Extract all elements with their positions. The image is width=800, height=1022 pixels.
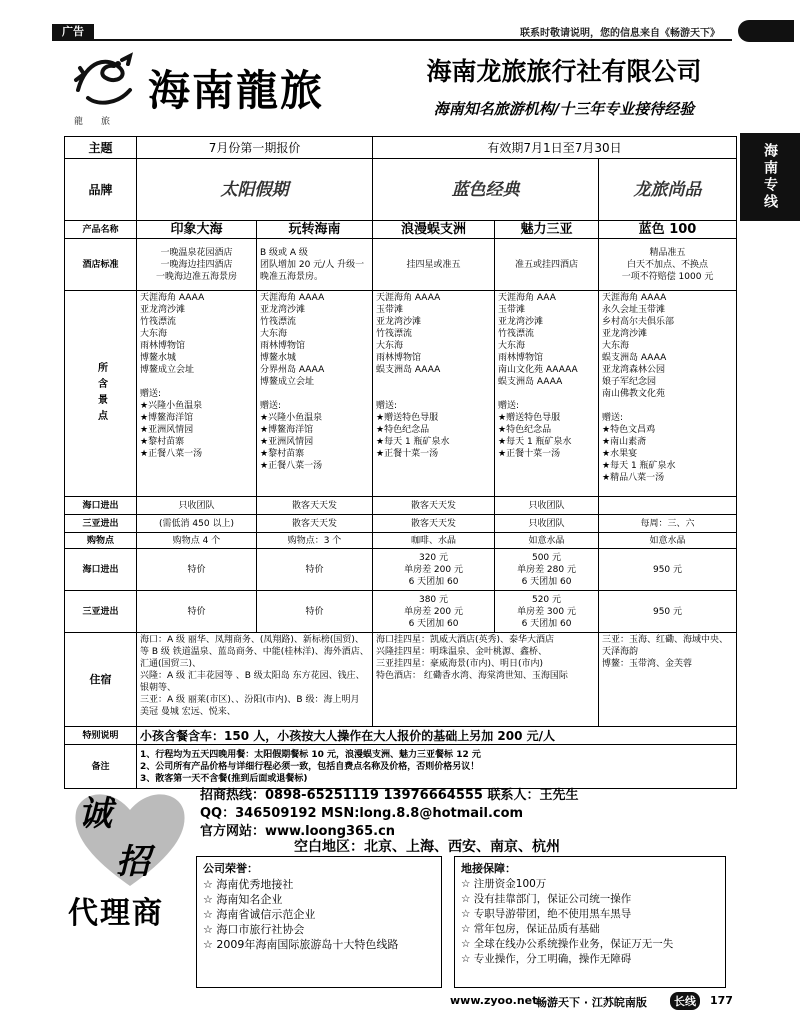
brand-longlv-select: 龙旅尚品 <box>599 159 737 221</box>
haikou-price-label: 海口进出 <box>65 549 137 591</box>
product-name: 玩转海南 <box>257 221 373 239</box>
honor-item: ☆ 海口市旅行社协会 <box>203 922 435 937</box>
product-name: 魅力三亚 <box>495 221 599 239</box>
shopping-row <box>65 533 737 549</box>
price-cell: 380 元 单房差 200 元 6 天团加 60 <box>373 591 495 633</box>
haikou-price-row <box>65 549 737 591</box>
recruitment-section <box>64 776 736 976</box>
remarks-label: 备注 <box>65 745 137 789</box>
price-cell: 500 元 单房差 280 元 6 天团加 60 <box>495 549 599 591</box>
accommodation-label: 住宿 <box>65 633 137 727</box>
special-note-text: 小孩含餐含车：150 人，小孩按大人操作在大人报价的基础上另加 200 元/人 <box>137 727 737 745</box>
guarantee-item: ☆ 专职导游带团，绝不使用黑车黑导 <box>461 907 719 922</box>
recruit-char-recruit: 招 <box>116 842 150 882</box>
product-row <box>65 221 737 239</box>
open-regions: 空白地区：北京、上海、西安、南京、杭州 <box>294 839 560 855</box>
scenic-list: 天涯海角 AAA 玉带滩 亚龙湾沙滩 竹筏漂流 大东海 雨林博物馆 南山文化苑 AAAAA 蜈支洲岛 AAAA 赠送: ★赠送特色导服 ★特色纪念品 ★每天 1 瓶矿泉水 ★正餐十菜一汤 <box>495 291 599 497</box>
special-note-row <box>65 727 737 745</box>
departure-info: 散客天天发 <box>257 497 373 515</box>
guarantee-item: ☆ 注册资金100万 <box>461 877 719 892</box>
side-section-tab: 海南专线 <box>740 133 800 221</box>
scenic-list: 天涯海角 AAAA 亚龙湾沙滩 竹筏漂流 大东海 雨林博物馆 博鳌水城 博鳌成立会址 赠送: ★兴隆小鱼温泉 ★博鳌海洋馆 ★亚洲风情园 ★黎村苗寨 ★正餐八菜一汤 <box>137 291 257 497</box>
scenic-row <box>65 291 737 497</box>
shopping-info: 购物点 4 个 <box>137 533 257 549</box>
haikou-io-label: 海口进出 <box>65 497 137 515</box>
price-cell: 950 元 <box>599 591 737 633</box>
recruit-badge <box>64 776 204 941</box>
shopping-label: 购物点 <box>65 533 137 549</box>
honor-item: ☆ 海南优秀地接社 <box>203 877 435 892</box>
hotel-label: 酒店标准 <box>65 239 137 291</box>
hotel-standard: B 级或 A 级 团队增加 20 元/人 升级一晚准五海景房。 <box>257 239 373 291</box>
sanya-io-label: 三亚进出 <box>65 515 137 533</box>
recruit-char-sincere: 诚 <box>78 794 112 834</box>
contact-note: 联系时敬请说明，您的信息来自《畅游天下》 <box>520 28 720 39</box>
sanya-price-row <box>65 591 737 633</box>
departure-info: 只收团队 <box>495 497 599 515</box>
guarantee-title: 地接保障： <box>461 862 516 875</box>
magazine-corner-logo-icon <box>738 20 794 42</box>
top-divider <box>52 39 732 41</box>
honor-box <box>196 856 442 988</box>
company-slogan: 海南知名旅游机构/十三年专业接待经验 <box>433 100 695 118</box>
top-bar <box>0 0 800 40</box>
honor-item: ☆ 海南省诚信示范企业 <box>203 907 435 922</box>
guarantee-item: ☆ 没有挂靠部门，保证公司统一操作 <box>461 892 719 907</box>
scenic-label: 所含景点 <box>95 361 107 426</box>
ad-tag: 广告 <box>52 24 94 40</box>
shopping-info: 购物点：3 个 <box>257 533 373 549</box>
product-name: 蓝色 100 <box>599 221 737 239</box>
hotel-standard: 一晚温泉花园酒店 一晚海边挂四酒店 一晚海边准五海景房 <box>137 239 257 291</box>
honor-item: ☆ 海南知名企业 <box>203 892 435 907</box>
hotel-row <box>65 239 737 291</box>
price-cell: 320 元 单房差 200 元 6 天团加 60 <box>373 549 495 591</box>
price-cell: 950 元 <box>599 549 737 591</box>
shopping-info: 如意水晶 <box>599 533 737 549</box>
guarantee-box <box>454 856 726 988</box>
remark-item: 2、公司所有产品价格与详细行程必须一致，包括自费点名称及价格，否则价格另议！ <box>140 761 480 772</box>
sanya-io-row <box>65 515 737 533</box>
hotline: 招商热线：0898-65251119 13976664555 联系人：王先生 <box>200 788 579 803</box>
footer-site[interactable]: www.zyoo.net <box>450 994 538 1007</box>
hotel-standard: 挂四星或准五 <box>373 239 495 291</box>
price-cell: 特价 <box>257 591 373 633</box>
remark-item: 3、散客第一天不含餐(推到后面或退餐标) <box>140 773 308 784</box>
price-cell: 特价 <box>137 549 257 591</box>
departure-info <box>599 497 737 515</box>
brand-blue-classic: 蓝色经典 <box>373 159 599 221</box>
shopping-info: 咖啡、水晶 <box>373 533 495 549</box>
hotel-standard: 精品准五 白天不加点、不换点 一项不符赔偿 1000 元 <box>599 239 737 291</box>
special-note-label: 特别说明 <box>65 727 137 745</box>
honor-title: 公司荣誉： <box>203 862 258 875</box>
honor-item: ☆ 2009年海南国际旅游岛十大特色线路 <box>203 937 435 952</box>
guarantee-list <box>461 877 719 967</box>
scenic-list: 天涯海角 AAAA 玉带滩 亚龙湾沙滩 竹筏漂流 大东海 雨林博物馆 蜈支洲岛 AAAA 赠送: ★赠送特色导服 ★特色纪念品 ★每天 1 瓶矿泉水 ★正餐十菜一汤 <box>373 291 495 497</box>
departure-info: 散客天天发 <box>373 497 495 515</box>
haikou-io-row <box>65 497 737 515</box>
brand-label: 品牌 <box>65 159 137 221</box>
theme-period: 7月份第一期报价 <box>137 137 373 159</box>
qq-msn: QQ：346509192 MSN:long.8.8@hotmail.com <box>200 806 524 821</box>
accommodation-list: 海口挂四星：凯威大酒店(英秀)、泰华大酒店 兴隆挂四星：明珠温泉、金叶桃源、鑫桥、 三亚挂四星：豪威海景(市内)、明日(市内) 特色酒店： 红磡香水湾、海棠湾世知、玉海国际 <box>373 633 599 727</box>
footer-section-badge: 长线 <box>670 992 700 1010</box>
brand-sun-holiday: 太阳假期 <box>137 159 373 221</box>
price-cell: 特价 <box>137 591 257 633</box>
product-name: 印象大海 <box>137 221 257 239</box>
departure-info: (需低消 450 以上) <box>137 515 257 533</box>
brand-wordmark: 海南龍旅 <box>148 66 325 115</box>
hotel-standard: 准五或挂四酒店 <box>495 239 599 291</box>
departure-info: 只收团队 <box>137 497 257 515</box>
theme-validity: 有效期7月1日至7月30日 <box>373 137 737 159</box>
price-table <box>64 136 737 789</box>
scenic-list: 天涯海角 AAAA 亚龙湾沙滩 竹筏漂流 大东海 雨林博物馆 博鳌水城 分界州岛 AAAA 博鳌成立会址 赠送: ★兴隆小鱼温泉 ★博鳌海洋馆 ★亚洲风情园 ★黎村苗寨 ★正餐八菜一汤 <box>257 291 373 497</box>
recruit-agents: 代理商 <box>68 896 164 931</box>
footer-magazine: 畅游天下 · 江苏皖南版 <box>536 996 647 1009</box>
guarantee-item: ☆ 专业操作，分工明确，操作无障碍 <box>461 952 719 967</box>
dragon-logo-icon <box>68 50 138 112</box>
guarantee-item: ☆ 常年包房，保证品质有基础 <box>461 922 719 937</box>
accommodation-list: 海口：A 级 丽华、凤翔商务、(凤翔路)、新标榜(国贸)、等 B 级 铁道温泉、蓝岛商务、中能(桂林洋)、海外酒店、汇通(国贸三)、 兴隆：A 级 汇丰花园等 、B 级太阳岛 东方花园、钱庄、银朝等、 三亚：A 级 丽莱(市区)、、汾阳(市内)、B 级：海上明月 美冠 曼城 宏远、悦来、 <box>137 633 373 727</box>
departure-info: 只收团队 <box>495 515 599 533</box>
price-cell: 520 元 单房差 300 元 6 天团加 60 <box>495 591 599 633</box>
scenic-list: 天涯海角 AAAA 永久会址玉带滩 乡村高尔夫俱乐部 亚龙湾沙滩 大东海 蜈支洲岛 AAAA 亚龙湾森林公园 娘子军纪念园 南山佛教文化苑 赠送: ★特色文昌鸡 ★南山素斋 ★水果宴 ★每天 1 瓶矿泉水 ★精品八菜一汤 <box>599 291 737 497</box>
theme-label: 主题 <box>65 137 137 159</box>
shopping-info: 如意水晶 <box>495 533 599 549</box>
product-name: 浪漫蜈支洲 <box>373 221 495 239</box>
company-name: 海南龙旅旅行社有限公司 <box>426 57 702 86</box>
honor-list <box>203 877 435 952</box>
accommodation-row <box>65 633 737 727</box>
accommodation-list: 三亚：玉海、红磡、海域中央、天泽海韵 博鳌：玉带湾、金芙蓉 <box>599 633 737 727</box>
page-number: 177 <box>710 994 733 1007</box>
remark-item: 1、行程均为五天四晚用餐：太阳假期餐标 10 元，浪漫蜈支洲、魅力三亚餐标 12 元 <box>140 749 481 760</box>
page-header <box>60 46 736 132</box>
price-cell: 特价 <box>257 549 373 591</box>
departure-info: 每周：三、六 <box>599 515 737 533</box>
departure-info: 散客天天发 <box>373 515 495 533</box>
guarantee-item: ☆ 全球在线办公系统操作业务，保证万无一失 <box>461 937 719 952</box>
page-footer <box>400 992 740 1012</box>
official-website[interactable]: 官方网站：www.loong365.cn <box>200 824 396 839</box>
product-label: 产品名称 <box>65 221 137 239</box>
brand-row <box>65 159 737 221</box>
theme-row <box>65 137 737 159</box>
sanya-price-label: 三亚进出 <box>65 591 137 633</box>
departure-info: 散客天天发 <box>257 515 373 533</box>
logo-subtitle: 龍旅 <box>74 117 129 127</box>
